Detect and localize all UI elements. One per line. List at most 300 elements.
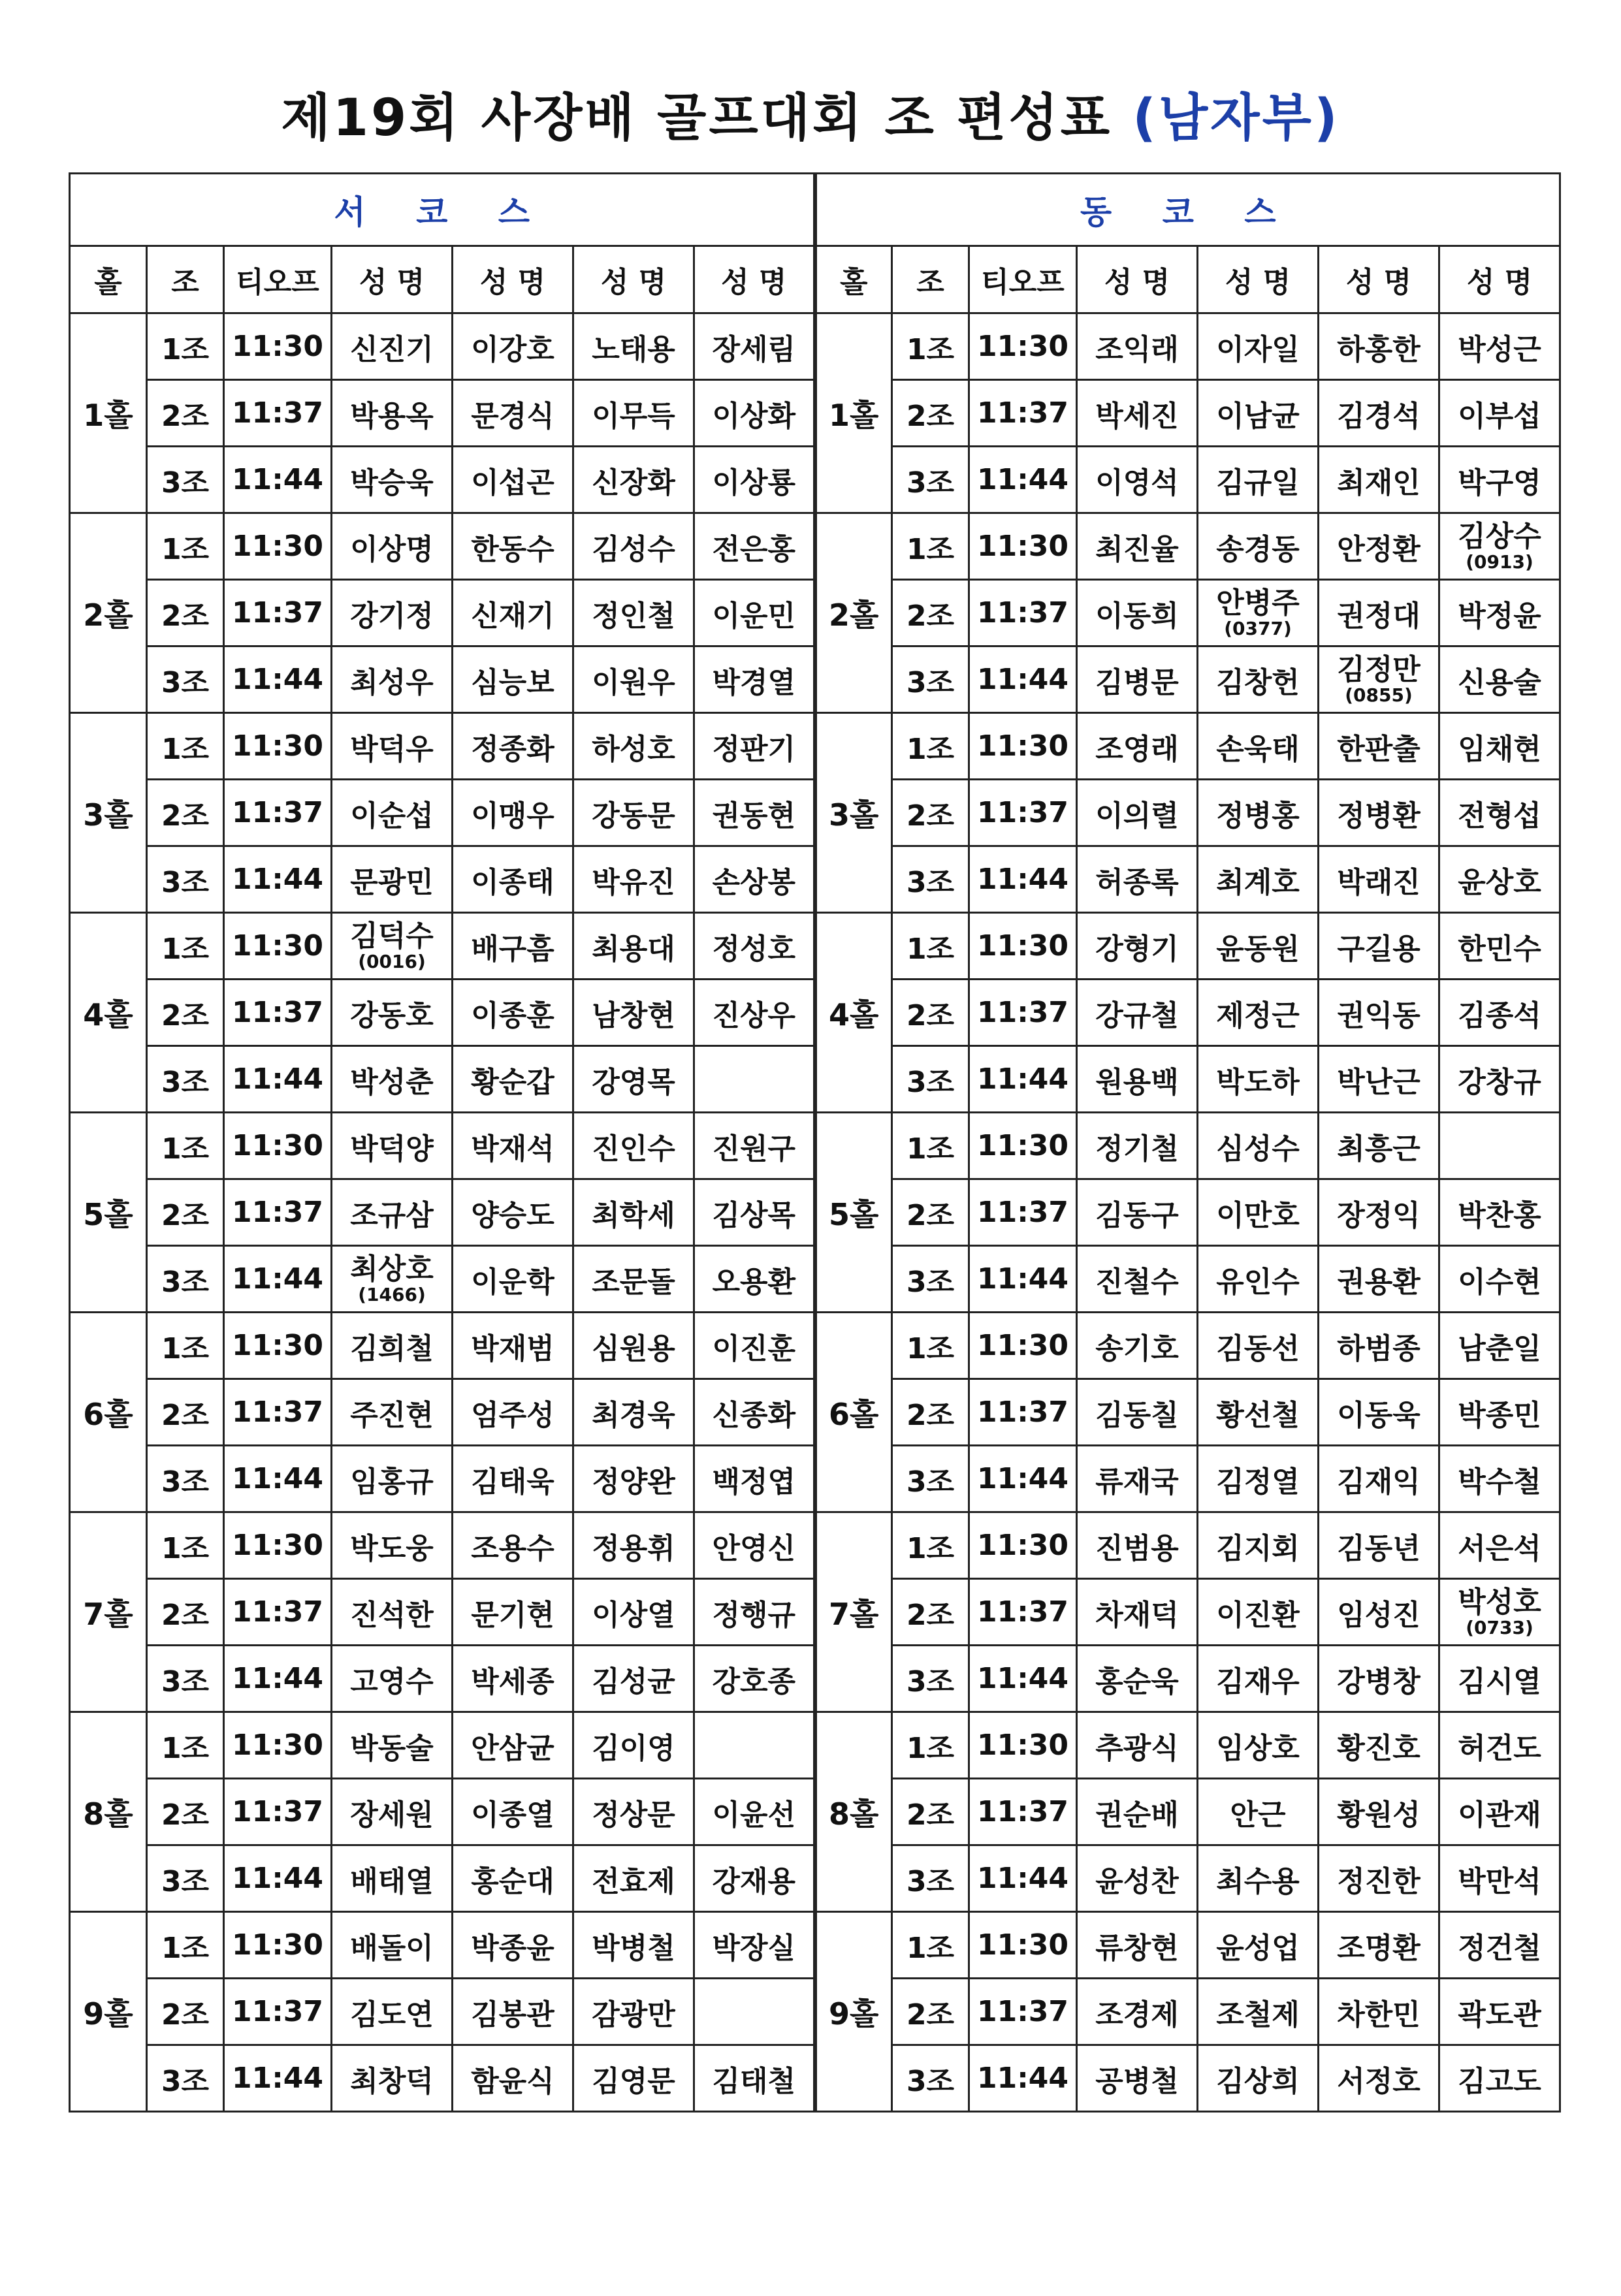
group-label: 2조 xyxy=(147,980,224,1046)
player-name-cell: 김도연 xyxy=(332,1979,453,2045)
player-name-cell xyxy=(1439,1579,1560,1646)
player-name-cell: 최흥근 xyxy=(1319,1113,1439,1179)
player-name-cell: 신종화 xyxy=(694,1379,815,1446)
player-name-cell: 허종록 xyxy=(1077,846,1198,913)
player-name-cell: 이자일 xyxy=(1198,313,1319,380)
player-name-cell: 권용환 xyxy=(1319,1246,1439,1313)
player-name-cell: 김동년 xyxy=(1319,1512,1439,1579)
tee-off-time: 11:44 xyxy=(969,2045,1077,2112)
player-name-cell: 이동욱 xyxy=(1319,1379,1439,1446)
player-name: 김정만 xyxy=(1337,652,1420,686)
player-name-cell: 김태욱 xyxy=(453,1446,573,1512)
course-name-east: 동 코 스 xyxy=(815,174,1560,246)
player-name-cell: 하범종 xyxy=(1319,1313,1439,1379)
tee-off-time: 11:44 xyxy=(224,1646,332,1712)
player-name-cell: 권동현 xyxy=(694,780,815,846)
player-name-cell: 제정근 xyxy=(1198,980,1319,1046)
player-name-cell: 김봉관 xyxy=(453,1979,573,2045)
group-row xyxy=(70,913,1560,980)
player-name-cell: 이부섭 xyxy=(1439,380,1560,447)
player-name-cell: 황진호 xyxy=(1319,1712,1439,1779)
tee-off-time: 11:44 xyxy=(224,1446,332,1512)
tee-off-time: 11:37 xyxy=(969,1979,1077,2045)
tee-off-time: 11:44 xyxy=(969,1646,1077,1712)
player-name-cell: 하성호 xyxy=(573,713,694,780)
player-name-cell: 신용술 xyxy=(1439,646,1560,713)
player-name-cell: 배구흠 xyxy=(453,913,573,980)
player-name-cell: 이원우 xyxy=(573,646,694,713)
player-name-cell: 윤동원 xyxy=(1198,913,1319,980)
group-label: 3조 xyxy=(147,846,224,913)
column-header: 성 명 xyxy=(1077,246,1198,313)
player-name-cell: 문경식 xyxy=(453,380,573,447)
player-name-cell: 권순배 xyxy=(1077,1779,1198,1845)
player-name-cell xyxy=(332,913,453,980)
player-name: 최상호 xyxy=(350,1252,434,1286)
tee-off-time: 11:37 xyxy=(969,1579,1077,1646)
player-name-cell xyxy=(694,1046,815,1113)
group-label: 2조 xyxy=(147,1179,224,1246)
player-name-cell: 조영래 xyxy=(1077,713,1198,780)
player-name-cell: 이종훈 xyxy=(453,980,573,1046)
player-name-cell: 이만호 xyxy=(1198,1179,1319,1246)
player-name-cell: 장세원 xyxy=(332,1779,453,1845)
column-header: 성 명 xyxy=(453,246,573,313)
player-name-cell: 김이영 xyxy=(573,1712,694,1779)
title-main: 제19회 사장배 골프대회 조 편성표 xyxy=(281,89,1133,148)
group-label: 1조 xyxy=(892,1113,969,1179)
player-name-cell: 박성춘 xyxy=(332,1046,453,1113)
column-header: 홀 xyxy=(70,246,147,313)
player-name-cell: 강재용 xyxy=(694,1845,815,1912)
player-name-cell: 최창덕 xyxy=(332,2045,453,2112)
player-name-cell: 차재덕 xyxy=(1077,1579,1198,1646)
player-name-cell: 박재범 xyxy=(453,1313,573,1379)
tee-off-time: 11:37 xyxy=(969,380,1077,447)
player-name-cell: 허건도 xyxy=(1439,1712,1560,1779)
player-name-cell: 강영목 xyxy=(573,1046,694,1113)
group-label: 3조 xyxy=(147,1845,224,1912)
group-label: 1조 xyxy=(147,313,224,380)
player-name-cell: 원용백 xyxy=(1077,1046,1198,1113)
player-name-cell: 조경제 xyxy=(1077,1979,1198,2045)
player-name-cell: 최성우 xyxy=(332,646,453,713)
player-name-cell: 진인수 xyxy=(573,1113,694,1179)
group-row xyxy=(70,1313,1560,1379)
player-name-cell: 윤상호 xyxy=(1439,846,1560,913)
group-label: 3조 xyxy=(892,1646,969,1712)
player-name-cell: 이윤선 xyxy=(694,1779,815,1845)
column-header: 성 명 xyxy=(332,246,453,313)
player-name-cell: 홍순욱 xyxy=(1077,1646,1198,1712)
player-name-cell: 김규일 xyxy=(1198,447,1319,513)
player-name-cell: 정기철 xyxy=(1077,1113,1198,1179)
group-label: 3조 xyxy=(147,2045,224,2112)
player-id-note: (0913) xyxy=(1466,550,1533,573)
group-label: 1조 xyxy=(147,1512,224,1579)
tee-off-time: 11:30 xyxy=(969,713,1077,780)
tee-off-time: 11:44 xyxy=(224,1845,332,1912)
player-name-cell: 류재국 xyxy=(1077,1446,1198,1512)
group-label: 2조 xyxy=(147,1579,224,1646)
player-name-cell: 황원성 xyxy=(1319,1779,1439,1845)
player-name-cell: 진철수 xyxy=(1077,1246,1198,1313)
player-name-cell: 이운민 xyxy=(694,580,815,646)
title-division: (남자부) xyxy=(1132,89,1340,148)
group-label: 3조 xyxy=(892,2045,969,2112)
player-name-cell: 박종민 xyxy=(1439,1379,1560,1446)
player-name-cell: 박정윤 xyxy=(1439,580,1560,646)
player-name-cell: 정진한 xyxy=(1319,1845,1439,1912)
player-name-cell: 강병창 xyxy=(1319,1646,1439,1712)
hole-label: 1홀 xyxy=(70,313,147,513)
player-name-cell: 박성근 xyxy=(1439,313,1560,380)
tee-off-time: 11:37 xyxy=(224,980,332,1046)
tee-off-time: 11:30 xyxy=(969,1313,1077,1379)
player-name-cell: 안근 xyxy=(1198,1779,1319,1845)
player-name-cell: 정행규 xyxy=(694,1579,815,1646)
tee-off-time: 11:30 xyxy=(969,1512,1077,1579)
player-name-cell: 함윤식 xyxy=(453,2045,573,2112)
player-name-cell: 이종열 xyxy=(453,1779,573,1845)
player-name-cell: 서정호 xyxy=(1319,2045,1439,2112)
player-name-cell: 박병철 xyxy=(573,1912,694,1979)
player-name-cell: 박덕양 xyxy=(332,1113,453,1179)
player-name-cell: 심능보 xyxy=(453,646,573,713)
tee-off-time: 11:30 xyxy=(224,1313,332,1379)
player-name-cell: 김성수 xyxy=(573,513,694,580)
player-name-cell: 고영수 xyxy=(332,1646,453,1712)
player-name-cell: 최용대 xyxy=(573,913,694,980)
player-name-cell: 이무득 xyxy=(573,380,694,447)
player-id-note: (1466) xyxy=(358,1283,426,1305)
column-header: 성 명 xyxy=(1319,246,1439,313)
hole-label: 9홀 xyxy=(815,1912,892,2112)
column-header: 티오프 xyxy=(969,246,1077,313)
group-label: 2조 xyxy=(147,1379,224,1446)
tee-off-time: 11:30 xyxy=(969,1912,1077,1979)
player-name-cell xyxy=(694,1979,815,2045)
player-name-cell: 조문돌 xyxy=(573,1246,694,1313)
player-name-cell: 주진현 xyxy=(332,1379,453,1446)
column-header: 조 xyxy=(892,246,969,313)
player-name-cell: 강형기 xyxy=(1077,913,1198,980)
player-name-cell: 진범용 xyxy=(1077,1512,1198,1579)
player-name-cell: 차한민 xyxy=(1319,1979,1439,2045)
player-name-cell: 최진율 xyxy=(1077,513,1198,580)
tee-off-time: 11:44 xyxy=(969,1246,1077,1313)
player-name-cell: 김태철 xyxy=(694,2045,815,2112)
group-label: 1조 xyxy=(892,1512,969,1579)
group-label: 1조 xyxy=(147,1712,224,1779)
player-name-cell: 이상화 xyxy=(694,380,815,447)
tee-off-time: 11:44 xyxy=(969,646,1077,713)
group-label: 1조 xyxy=(147,513,224,580)
player-name-cell: 정병환 xyxy=(1319,780,1439,846)
group-label: 3조 xyxy=(147,1646,224,1712)
tee-off-time: 11:30 xyxy=(969,913,1077,980)
group-label: 2조 xyxy=(892,1779,969,1845)
group-label: 2조 xyxy=(892,780,969,846)
tee-off-time: 11:44 xyxy=(969,1046,1077,1113)
player-name-cell: 백정엽 xyxy=(694,1446,815,1512)
player-name-cell: 진원구 xyxy=(694,1113,815,1179)
hole-label: 3홀 xyxy=(815,713,892,913)
player-name-cell: 강동문 xyxy=(573,780,694,846)
player-name-cell: 정인철 xyxy=(573,580,694,646)
player-name-cell: 조용수 xyxy=(453,1512,573,1579)
column-header: 성 명 xyxy=(1439,246,1560,313)
tee-off-time: 11:37 xyxy=(224,1379,332,1446)
group-label: 2조 xyxy=(147,1979,224,2045)
tee-off-time: 11:44 xyxy=(224,447,332,513)
hole-label: 7홀 xyxy=(70,1512,147,1712)
tee-off-time: 11:37 xyxy=(224,580,332,646)
player-name-cell: 조철제 xyxy=(1198,1979,1319,2045)
group-row xyxy=(70,1712,1560,1779)
group-label: 1조 xyxy=(892,913,969,980)
player-name: 박성호 xyxy=(1458,1585,1541,1619)
player-name-cell: 김재익 xyxy=(1319,1446,1439,1512)
player-name-cell: 박래진 xyxy=(1319,846,1439,913)
player-name-cell: 김종석 xyxy=(1439,980,1560,1046)
column-header: 조 xyxy=(147,246,224,313)
player-name-cell: 이섭곤 xyxy=(453,447,573,513)
player-name-cell: 이종태 xyxy=(453,846,573,913)
player-name-cell: 박구영 xyxy=(1439,447,1560,513)
tee-off-time: 11:44 xyxy=(224,846,332,913)
player-name-cell: 김재우 xyxy=(1198,1646,1319,1712)
hole-label: 4홀 xyxy=(70,913,147,1113)
column-header: 성 명 xyxy=(694,246,815,313)
player-name-cell: 강규철 xyxy=(1077,980,1198,1046)
player-name-cell: 박세종 xyxy=(453,1646,573,1712)
tee-off-time: 11:30 xyxy=(969,513,1077,580)
player-name-cell: 최재인 xyxy=(1319,447,1439,513)
player-name: 김상수 xyxy=(1458,519,1541,553)
player-name-cell: 김상목 xyxy=(694,1179,815,1246)
player-name-cell: 김고도 xyxy=(1439,2045,1560,2112)
player-name-cell xyxy=(1198,580,1319,646)
group-label: 2조 xyxy=(147,380,224,447)
tee-off-time: 11:44 xyxy=(969,1845,1077,1912)
player-name-cell: 이관재 xyxy=(1439,1779,1560,1845)
page-title xyxy=(0,77,1621,150)
player-id-note: (0733) xyxy=(1466,1616,1533,1638)
player-name-cell: 유인수 xyxy=(1198,1246,1319,1313)
group-label: 3조 xyxy=(892,1046,969,1113)
group-label: 1조 xyxy=(892,1712,969,1779)
player-name-cell: 임상호 xyxy=(1198,1712,1319,1779)
group-label: 3조 xyxy=(147,1046,224,1113)
hole-label: 2홀 xyxy=(815,513,892,713)
player-name-cell: 조명환 xyxy=(1319,1912,1439,1979)
player-name-cell: 신진기 xyxy=(332,313,453,380)
player-name-cell xyxy=(694,1712,815,1779)
player-name-cell: 이운학 xyxy=(453,1246,573,1313)
player-name-cell: 문기현 xyxy=(453,1579,573,1646)
player-name: 안병주 xyxy=(1216,586,1300,620)
player-name-cell: 김동구 xyxy=(1077,1179,1198,1246)
player-name-cell: 남춘일 xyxy=(1439,1313,1560,1379)
tee-off-time: 11:37 xyxy=(224,780,332,846)
player-name-cell: 진석한 xyxy=(332,1579,453,1646)
group-row xyxy=(70,1912,1560,1979)
tee-off-time: 11:30 xyxy=(969,1113,1077,1179)
player-name-cell: 류창현 xyxy=(1077,1912,1198,1979)
player-name-cell: 김영문 xyxy=(573,2045,694,2112)
player-name-cell: 조익래 xyxy=(1077,313,1198,380)
player-name-cell: 이상룡 xyxy=(694,447,815,513)
player-name-cell: 신재기 xyxy=(453,580,573,646)
hole-label: 1홀 xyxy=(815,313,892,513)
player-name-cell: 김시열 xyxy=(1439,1646,1560,1712)
player-name-cell: 이남균 xyxy=(1198,380,1319,447)
player-name: 김덕수 xyxy=(350,919,434,953)
player-name-cell: 김상희 xyxy=(1198,2045,1319,2112)
group-row xyxy=(70,1113,1560,1179)
player-name-cell: 한동수 xyxy=(453,513,573,580)
player-id-note: (0016) xyxy=(358,950,426,972)
player-name-cell: 박세진 xyxy=(1077,380,1198,447)
player-name-cell: 공병철 xyxy=(1077,2045,1198,2112)
player-name-cell: 이순섭 xyxy=(332,780,453,846)
player-name-cell: 안영신 xyxy=(694,1512,815,1579)
hole-label: 9홀 xyxy=(70,1912,147,2112)
hole-label: 5홀 xyxy=(70,1113,147,1313)
tee-off-time: 11:30 xyxy=(224,1712,332,1779)
player-name-cell: 김지회 xyxy=(1198,1512,1319,1579)
player-name-cell: 최경욱 xyxy=(573,1379,694,1446)
player-name-cell: 장정익 xyxy=(1319,1179,1439,1246)
player-name-cell: 이진환 xyxy=(1198,1579,1319,1646)
player-name-cell: 정양완 xyxy=(573,1446,694,1512)
player-name-cell: 곽도관 xyxy=(1439,1979,1560,2045)
schedule-sheet xyxy=(69,172,1561,2113)
group-label: 3조 xyxy=(892,1246,969,1313)
player-name-cell: 최계호 xyxy=(1198,846,1319,913)
tee-off-time: 11:37 xyxy=(969,580,1077,646)
hole-label: 8홀 xyxy=(70,1712,147,1912)
player-name-cell: 정용휘 xyxy=(573,1512,694,1579)
group-label: 3조 xyxy=(892,646,969,713)
player-name-cell: 이강호 xyxy=(453,313,573,380)
group-label: 2조 xyxy=(147,580,224,646)
group-label: 3조 xyxy=(147,447,224,513)
group-label: 3조 xyxy=(147,646,224,713)
group-label: 1조 xyxy=(892,1912,969,1979)
column-header: 성 명 xyxy=(573,246,694,313)
tee-off-time: 11:30 xyxy=(224,1912,332,1979)
player-name-cell: 신장화 xyxy=(573,447,694,513)
tee-off-time: 11:30 xyxy=(969,313,1077,380)
player-name-cell: 박도웅 xyxy=(332,1512,453,1579)
player-name-cell xyxy=(1439,1113,1560,1179)
tee-off-time: 11:37 xyxy=(224,1779,332,1845)
group-label: 1조 xyxy=(147,713,224,780)
player-name-cell: 진상우 xyxy=(694,980,815,1046)
player-name-cell: 임홍규 xyxy=(332,1446,453,1512)
player-name-cell: 양승도 xyxy=(453,1179,573,1246)
player-name-cell: 김동선 xyxy=(1198,1313,1319,1379)
player-name-cell: 박도하 xyxy=(1198,1046,1319,1113)
player-name-cell: 남창현 xyxy=(573,980,694,1046)
column-header: 티오프 xyxy=(224,246,332,313)
player-name-cell: 강창규 xyxy=(1439,1046,1560,1113)
tee-off-time: 11:44 xyxy=(224,1246,332,1313)
player-name-cell: 정성호 xyxy=(694,913,815,980)
player-name-cell: 박수철 xyxy=(1439,1446,1560,1512)
player-name-cell: 손상봉 xyxy=(694,846,815,913)
player-name-cell: 노태용 xyxy=(573,313,694,380)
player-name-cell: 윤성찬 xyxy=(1077,1845,1198,1912)
player-name-cell: 박찬홍 xyxy=(1439,1179,1560,1246)
player-name-cell: 김정열 xyxy=(1198,1446,1319,1512)
player-name-cell: 김성균 xyxy=(573,1646,694,1712)
group-label: 3조 xyxy=(892,846,969,913)
tee-off-time: 11:37 xyxy=(969,980,1077,1046)
player-name-cell: 조규삼 xyxy=(332,1179,453,1246)
player-name-cell: 전형섭 xyxy=(1439,780,1560,846)
player-name-cell: 김희철 xyxy=(332,1313,453,1379)
player-name-cell: 추광식 xyxy=(1077,1712,1198,1779)
player-name-cell: 송경동 xyxy=(1198,513,1319,580)
tee-off-time: 11:37 xyxy=(969,1779,1077,1845)
player-name-cell: 한판출 xyxy=(1319,713,1439,780)
player-name-cell xyxy=(1319,646,1439,713)
hole-label: 7홀 xyxy=(815,1512,892,1712)
group-label: 1조 xyxy=(147,913,224,980)
group-label: 3조 xyxy=(147,1446,224,1512)
tee-off-time: 11:30 xyxy=(224,1512,332,1579)
tee-off-time: 11:30 xyxy=(224,713,332,780)
tee-off-time: 11:44 xyxy=(224,2045,332,2112)
group-label: 2조 xyxy=(892,980,969,1046)
player-name-cell: 임채현 xyxy=(1439,713,1560,780)
player-name-cell: 권정대 xyxy=(1319,580,1439,646)
player-name-cell: 김경석 xyxy=(1319,380,1439,447)
group-label: 1조 xyxy=(892,313,969,380)
player-name-cell: 윤성업 xyxy=(1198,1912,1319,1979)
tee-off-time: 11:44 xyxy=(969,447,1077,513)
hole-label: 6홀 xyxy=(815,1313,892,1512)
player-name-cell: 박종윤 xyxy=(453,1912,573,1979)
player-name-cell: 이수현 xyxy=(1439,1246,1560,1313)
player-name-cell xyxy=(332,1246,453,1313)
group-label: 1조 xyxy=(892,1313,969,1379)
group-label: 2조 xyxy=(892,1579,969,1646)
player-name-cell: 정상문 xyxy=(573,1779,694,1845)
tee-off-time: 11:37 xyxy=(969,780,1077,846)
player-name-cell: 이상열 xyxy=(573,1579,694,1646)
hole-label: 5홀 xyxy=(815,1113,892,1313)
player-name-cell: 정종화 xyxy=(453,713,573,780)
tee-off-time: 11:44 xyxy=(224,646,332,713)
group-label: 2조 xyxy=(892,1979,969,2045)
tee-off-time: 11:37 xyxy=(224,380,332,447)
tee-off-time: 11:30 xyxy=(969,1712,1077,1779)
tee-off-time: 11:30 xyxy=(224,313,332,380)
player-name-cell: 감광만 xyxy=(573,1979,694,2045)
tee-off-time: 11:37 xyxy=(969,1179,1077,1246)
group-label: 2조 xyxy=(892,1379,969,1446)
player-name-cell: 이의렬 xyxy=(1077,780,1198,846)
player-name-cell: 강동호 xyxy=(332,980,453,1046)
tee-off-time: 11:44 xyxy=(969,1446,1077,1512)
player-name-cell: 서은석 xyxy=(1439,1512,1560,1579)
group-label: 3조 xyxy=(147,1246,224,1313)
player-name-cell: 전은홍 xyxy=(694,513,815,580)
